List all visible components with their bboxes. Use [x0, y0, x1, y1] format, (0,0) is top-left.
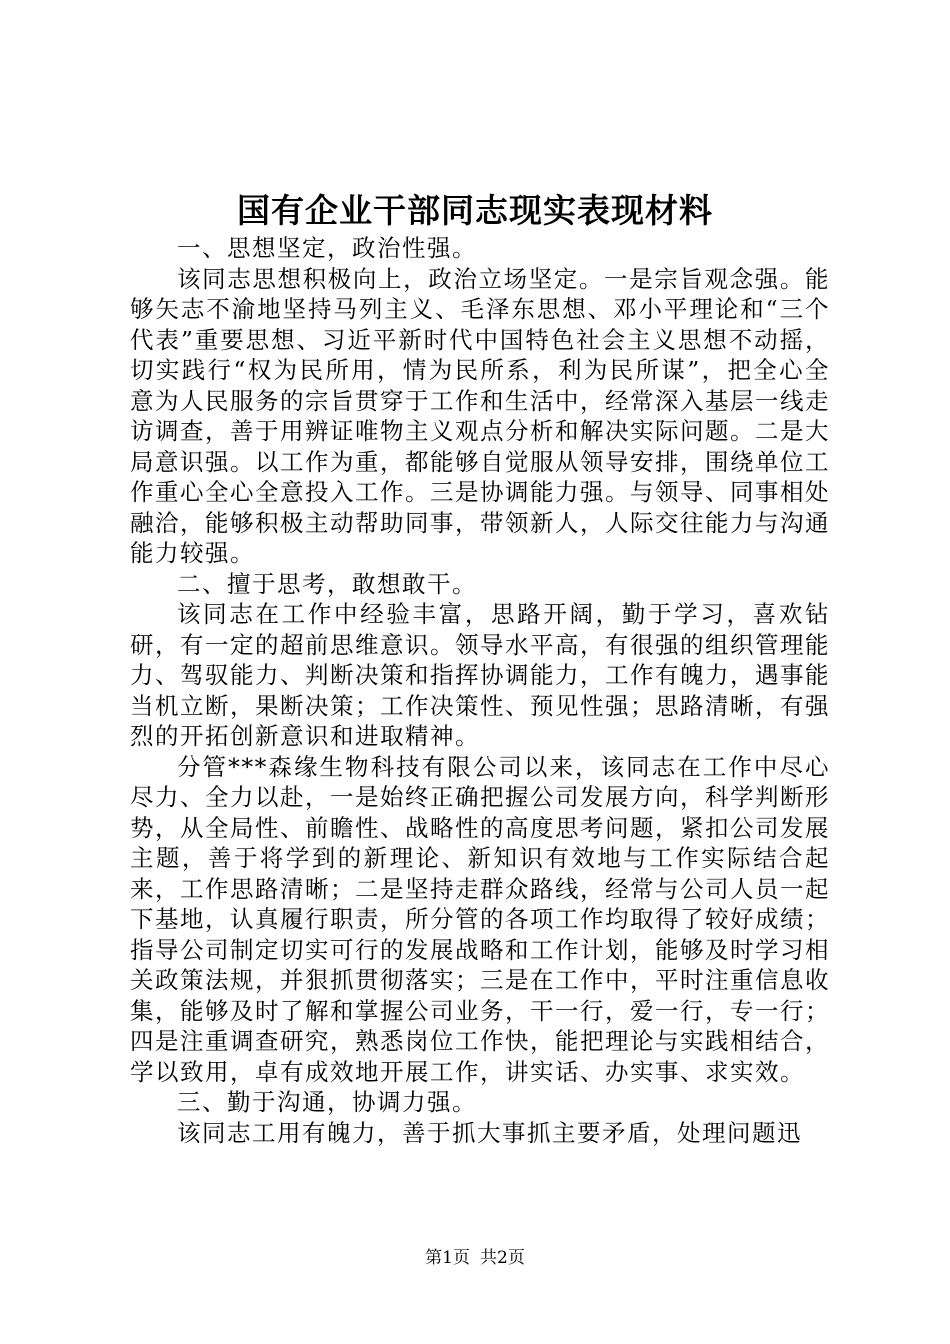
document-body: [130, 233, 830, 1148]
document-title: 国有企业干部同志现实表现材料: [237, 191, 713, 230]
body-paragraph-3: 分管***森缘生物科技有限公司以来，该同志在工作中尽心尽力、全力以赴，一是始终正确把握公司发展方向，科学判断形势，从全局性、前瞻性、战略性的高度思考问题，紧扣公司发展主题，善于将学到的新理论、新知识有效地与工作实际结合起来，工作思路清晰；二是坚持走群众路线，经常与公司人员一起下基地，认真履行职责，所分管的各项工作均取得了较好成绩；指导公司制定切实可行的发展战略和工作计划，能够及时学习相关政策法规，并狠抓贯彻落实；三是在工作中，平时注重信息收集，能够及时了解和掌握公司业务，干一行，爱一行，专一行；四是注重调查研究，熟悉岗位工作快，能把理论与实践相结合，学以致用，卓有成效地开展工作，讲实话、办实事、求实效。: [130, 752, 830, 1086]
section-heading-1: 一、思想坚定，政治性强。: [177, 234, 477, 262]
page-number: 第1页: [425, 1248, 470, 1268]
page-footer: [0, 1243, 950, 1268]
body-paragraph-4: 该同志工用有魄力，善于抓大事抓主要矛盾，处理问题迅: [177, 1118, 802, 1147]
body-paragraph-2: 该同志在工作中经验丰富，思路开阔，勤于学习，喜欢钻研，有一定的超前思维意识。领导水平高，有很强的组织管理能力、驾驭能力、判断决策和指挥协调能力，工作有魄力，遇事能当机立断，果断决策；工作决策性、预见性强；思路清晰，有强烈的开拓创新意识和进取精神。: [130, 600, 830, 750]
section-heading-2: 二、擅于思考，敢想敢干。: [177, 569, 477, 598]
body-paragraph-1: 该同志思想积极向上，政治立场坚定。一是宗旨观念强。能够矢志不渝地坚持马列主义、毛泽东思想、邓小平理论和“三个代表”重要思想、习近平新时代中国特色社会主义思想不动摇，切实践行“权为民所用，情为民所系，利为民所谋”，把全心全意为人民服务的宗旨贯穿于工作和生活中，经常深入基层一线走访调查，善于用辨证唯物主义观点分析和解决实际问题。二是大局意识强。以工作为重，都能够自觉服从领导安排，围绕单位工作重心全心全意投入工作。三是协调能力强。与领导、同事相处融洽，能够积极主动帮助同事，带领新人，人际交往能力与沟通能力较强。: [130, 264, 830, 567]
section-heading-3: 三、勤于沟通，协调力强。: [177, 1088, 477, 1116]
page-total: 共2页: [480, 1248, 525, 1268]
